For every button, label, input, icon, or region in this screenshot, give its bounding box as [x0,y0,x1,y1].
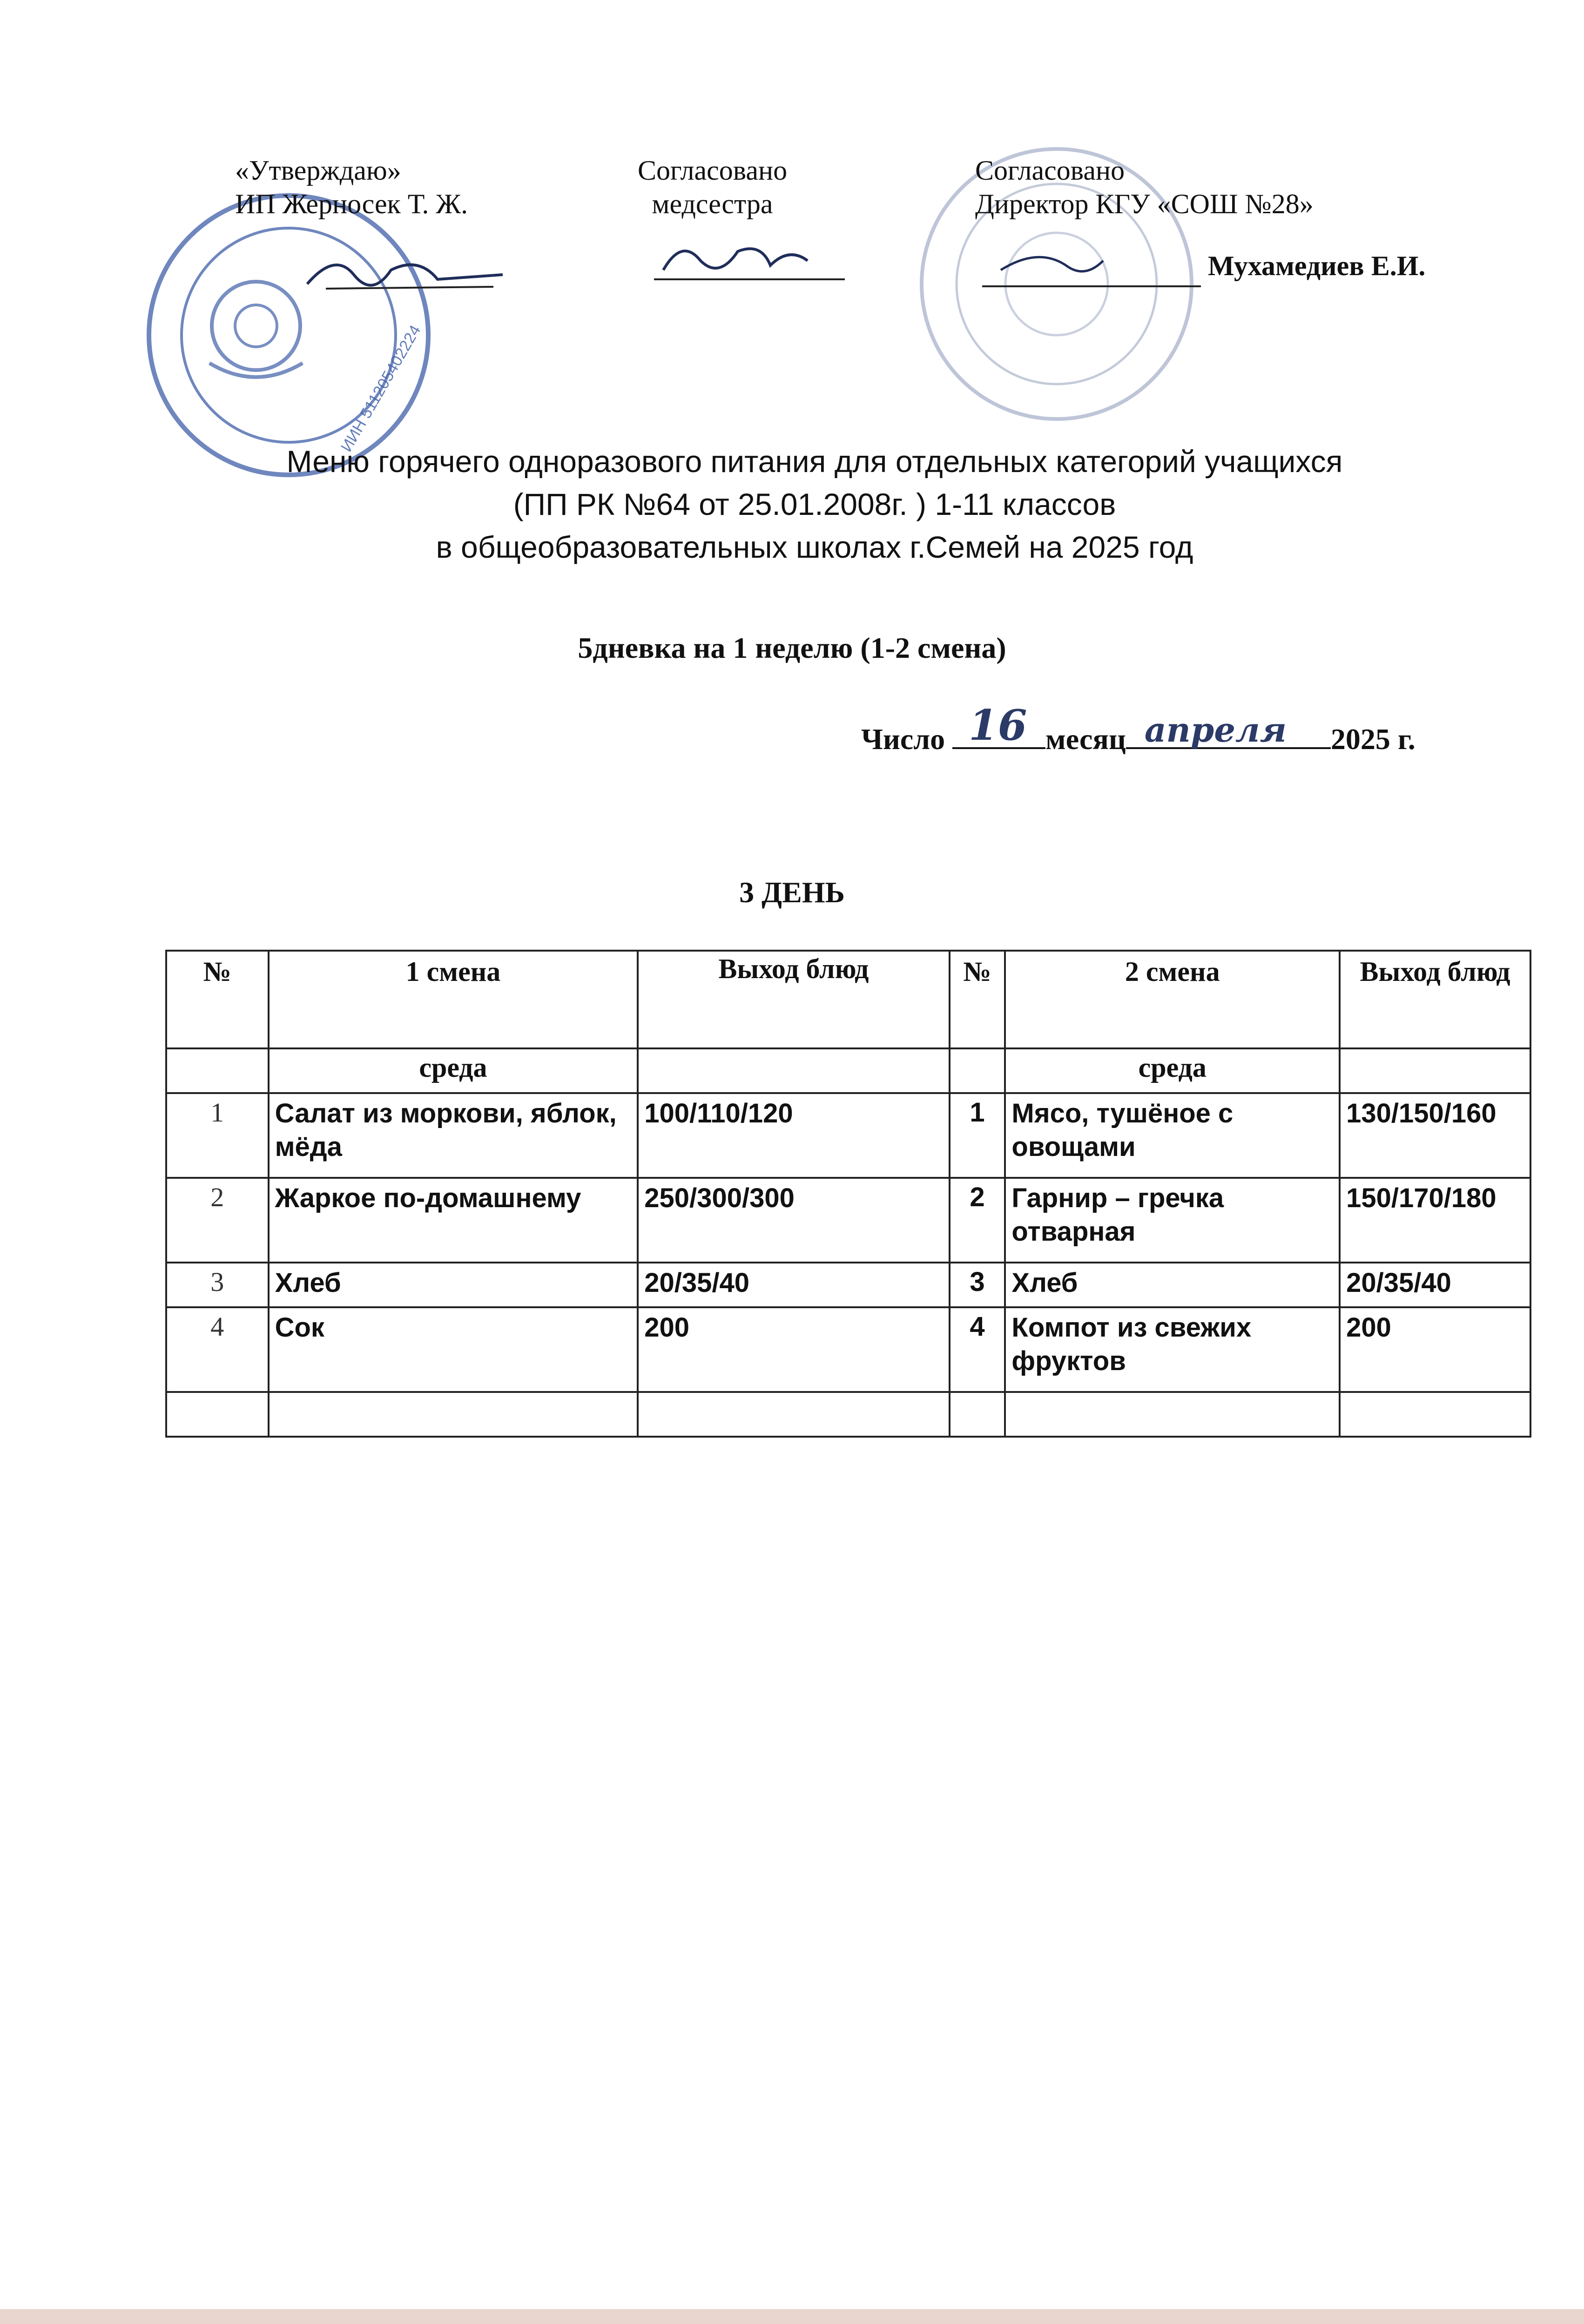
table-row [166,1307,1530,1392]
row-number-shift1: 2 [166,1178,269,1263]
dish-shift2: Гарнир – гречка отварная [1005,1178,1340,1263]
title-line-1: Меню горячего одноразового питания для отдельных категорий учащихся [286,444,1343,479]
row-number-shift1: 4 [166,1307,269,1392]
portion-shift1: 20/35/40 [638,1263,949,1307]
dish-shift2: Хлеб [1005,1263,1340,1307]
middle-signature [649,233,849,289]
weekday-cell [638,1048,949,1093]
left-seal-stamp [140,186,438,484]
empty-row [166,1392,1530,1437]
approval-middle-role: медсестра [652,189,773,219]
empty-cell [1005,1392,1340,1437]
page-bottom-edge [0,2309,1584,2324]
row-number-shift2: 2 [950,1178,1005,1263]
dish-shift2: Компот из свежих фруктов [1005,1307,1340,1392]
approval-left-name: ИП Жерносек Т. Ж. [235,189,468,219]
dish-shift1: Хлеб [269,1263,638,1307]
table-header-row [166,951,1530,1048]
approval-middle [638,154,787,221]
director-name: Мухамедиев Е.И. [1208,250,1426,281]
left-signature [298,242,512,303]
approval-middle-heading: Согласовано [638,155,788,186]
portion-shift1: 100/110/120 [638,1093,949,1178]
dish-shift2: Мясо, тушёное с овощами [1005,1093,1340,1178]
left-stamp-center-text: ИИН 511205402224 [337,322,425,455]
weekday-cell [166,1048,269,1093]
table-row [166,1093,1530,1178]
portion-shift1: 250/300/300 [638,1178,949,1263]
month-field [1126,710,1331,750]
empty-cell [166,1392,269,1437]
row-number-shift2: 1 [950,1093,1005,1178]
header-cell: 2 смена [1005,951,1340,1048]
menu-table [165,950,1531,1438]
row-number-shift1: 3 [166,1263,269,1307]
date-line [861,701,1415,757]
portion-shift2: 20/35/40 [1340,1263,1530,1307]
month-handwritten: апреля [1144,710,1287,750]
empty-cell [1340,1392,1530,1437]
weekday-cell: среда [269,1048,638,1093]
approval-left [235,154,468,221]
row-number-shift2: 4 [950,1307,1005,1392]
weekday-cell [1340,1048,1530,1093]
approval-right-role: Директор КГУ «СОШ №28» [975,189,1314,219]
portion-shift2: 150/170/180 [1340,1178,1530,1263]
document-title [140,440,1490,568]
row-number-shift2: 3 [950,1263,1005,1307]
day-handwritten: 16 [969,701,1027,750]
portion-shift2: 200 [1340,1307,1530,1392]
title-line-3: в общеобразовательных школах г.Семей на 2025 год [436,530,1193,564]
portion-shift2: 130/150/160 [1340,1093,1530,1178]
dish-shift1: Жаркое по-домашнему [269,1178,638,1263]
table-row [166,1178,1530,1263]
schedule-subtitle: 5дневка на 1 неделю (1-2 смена) [578,631,1006,664]
empty-cell [950,1392,1005,1437]
year-label: 2025 г. [1330,723,1415,756]
approval-left-heading: «Утверждаю» [235,155,401,186]
weekday-cell: среда [1005,1048,1340,1093]
dish-shift1: Салат из моркови, яблок, мёда [269,1093,638,1178]
day-field [952,701,1045,750]
table-row [166,1263,1530,1307]
row-number-shift1: 1 [166,1093,269,1178]
dish-shift1: Сок [269,1307,638,1392]
day-label: Число [861,723,945,756]
header-cell: № [950,951,1005,1048]
right-signature [982,242,1206,293]
header-cell: 1 смена [269,951,638,1048]
header-cell: Выход блюд [638,951,949,1048]
header-cell: № [166,951,269,1048]
empty-cell [269,1392,638,1437]
day-title: 3 ДЕНЬ [739,876,845,909]
header-cell: Выход блюд [1340,951,1530,1048]
approval-right [975,154,1314,221]
approval-right-heading: Согласовано [975,155,1125,186]
title-line-2: (ПП РК №64 от 25.01.2008г. ) 1-11 классов [513,487,1116,521]
month-label: месяц [1045,723,1126,756]
portion-shift1: 200 [638,1307,949,1392]
weekday-row [166,1048,1530,1093]
weekday-cell [950,1048,1005,1093]
empty-cell [638,1392,949,1437]
